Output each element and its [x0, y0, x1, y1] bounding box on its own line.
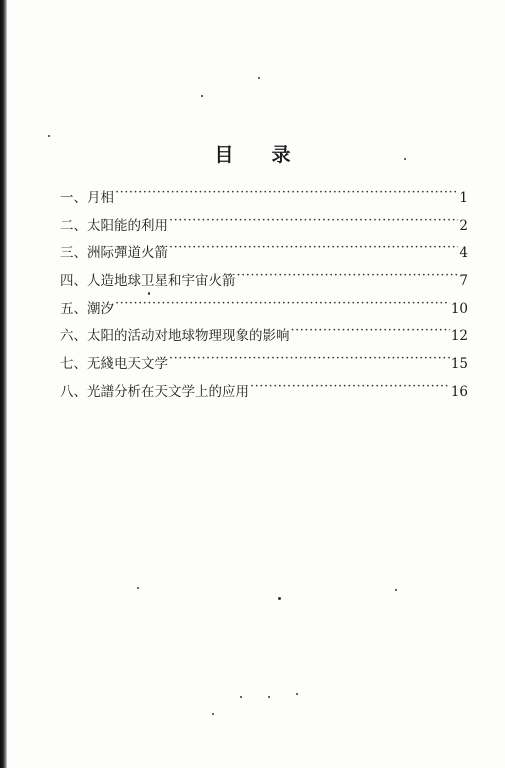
- scan-speck: [395, 589, 397, 591]
- toc-entry-page: 12: [450, 328, 468, 345]
- toc-entry-title: 七、无綫电天文学: [60, 356, 168, 373]
- scan-speck: [240, 696, 242, 698]
- scan-speck: [201, 95, 203, 97]
- toc-entry-title: 八、光譜分析在天文学上的应用: [60, 383, 249, 400]
- page-title: [0, 140, 505, 167]
- toc-entry-title: 一、月相: [60, 190, 114, 206]
- toc-entry-page: 2: [459, 217, 468, 234]
- toc-leader-dots: [169, 239, 458, 257]
- scan-speck: [137, 587, 139, 589]
- toc-entry[interactable]: [60, 378, 468, 406]
- toc-entry-page: 10: [450, 300, 468, 317]
- scan-speck: [148, 292, 150, 295]
- toc-leader-dots: [169, 212, 458, 230]
- scan-speck: [48, 135, 50, 137]
- toc-entry[interactable]: [60, 212, 468, 240]
- table-of-contents: [60, 184, 468, 406]
- scan-speck: [268, 696, 270, 698]
- title-char-1: 目: [214, 144, 234, 166]
- title-char-2: 录: [271, 144, 291, 166]
- toc-entry-title: 二、太阳能的利用: [60, 217, 168, 234]
- scan-speck: [404, 158, 406, 160]
- toc-entry-page: 16: [450, 383, 468, 400]
- scan-speck: [212, 713, 214, 715]
- toc-entry[interactable]: [60, 350, 468, 378]
- scan-speck: [296, 693, 298, 695]
- toc-leader-dots: [237, 267, 459, 285]
- toc-leader-dots: [115, 295, 450, 313]
- scan-speck: [278, 597, 281, 600]
- toc-entry-title: 四、人造地球卫星和宇宙火箭: [60, 273, 236, 290]
- toc-entry-page: 4: [459, 245, 468, 262]
- toc-entry[interactable]: [60, 267, 468, 295]
- scan-speck: [258, 77, 260, 79]
- toc-entry-page: 15: [450, 356, 468, 373]
- toc-leader-dots: [115, 184, 458, 202]
- toc-leader-dots: [250, 378, 450, 396]
- toc-entry-title: 六、太阳的活动对地球物理现象的影响: [60, 328, 290, 345]
- toc-entry-title: 三、洲际彈道火箭: [60, 245, 168, 262]
- toc-entry[interactable]: [60, 239, 468, 267]
- toc-entry-page: 7: [459, 273, 468, 290]
- toc-entry[interactable]: [60, 322, 468, 350]
- toc-leader-dots: [169, 350, 450, 368]
- toc-entry[interactable]: [60, 184, 468, 212]
- toc-leader-dots: [291, 322, 450, 340]
- toc-entry-title: 五、潮汐: [60, 300, 114, 317]
- toc-entry-page: 1: [459, 190, 468, 206]
- toc-entry[interactable]: [60, 295, 468, 323]
- scan-binding-edge: [0, 0, 7, 768]
